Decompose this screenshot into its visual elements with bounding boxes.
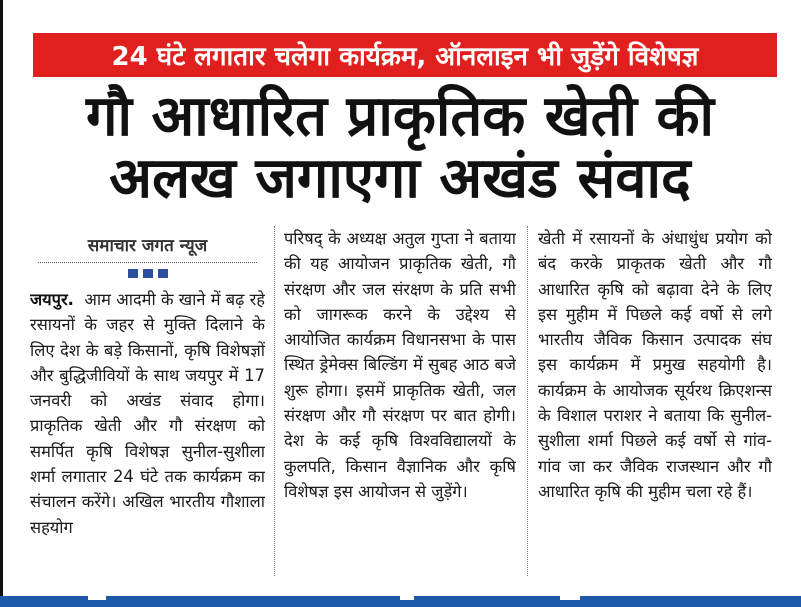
column-3-body: खेती में रसायनों के अंधाधुंध प्रयोग को बंद करके प्राकृतक खेती और गौ आधारित कृषि को बढ़ावा देने के लिए इस मुहीम में पिछले कई वर्षो से लगे भारतीय जैविक किसान उत्पादक संघ इस कार्यक्रम में प्रमुख सहयोगी है। कार्यक्रम के आयोजक सूर्यरथ क्रिएशन्स के विशाल पराशर ने बताया कि सुनील-सुशीला शर्मा पिछले कई वर्षो से गांव-गांव जा कर जैविक राजस्थान और गौ आधारित कृषि की मुहीम चला रहे हैं। bbox=[538, 229, 772, 501]
article-column-3 bbox=[538, 226, 772, 596]
cropped-glyph bbox=[400, 594, 414, 600]
headline-line-1: गौ आधारित प्राकृतिक खेती की bbox=[85, 84, 715, 149]
headline-line-2: अलख जगाएगा अखंड संवाद bbox=[109, 146, 691, 211]
cropped-glyph bbox=[88, 594, 106, 600]
column-2-body: परिषद् के अध्यक्ष अतुल गुप्ता ने बताया की यह आयोजन प्राकृतिक खेती, गौ संरक्षण और जल संरक्षण के प्रति सभी को जागरूक करने के उद्देश्य से आयोजित कार्यक्रम विधानसभा के पास स्थित ड्रेमेक्स बिल्डिंग में सुबह आठ बजे शुरू होगा। इसमें प्राकृतिक खेती, जल संरक्षण और गौ संरक्षण पर बात होगी। देश के कई कृषि विश्वविद्यालयों के कुलपति, किसान वैज्ञानिक और कृषि विशेषज्ञ इस आयोजन से जुड़ेंगे। bbox=[284, 229, 516, 501]
left-edge-rule bbox=[0, 0, 3, 607]
column-divider-2 bbox=[527, 226, 529, 576]
ornament-square bbox=[158, 269, 168, 278]
column-1-body: आम आदमी के खाने में बढ़ रहे रसायनों के जहर से मुक्ति दिलाने के लिए देश के बड़े किसानों, कृषि विशेषज्ञों और बुद्धिजीवियों के साथ जयपुर में 17 जनवरी को अखंड संवाद होगा। प्राकृतिक खेती और गौ संरक्षण को समर्पित कृषि विशेषज्ञ सुनील-सुशीला शर्मा लगातार 24 घंटे तक कार्यक्रम का संचालन करेंगे। अखिल भारतीय गौशाला सहयोग bbox=[30, 290, 265, 537]
article-column-2 bbox=[284, 226, 516, 596]
ornament-square bbox=[143, 269, 153, 278]
byline: समाचार जगत न्यूज bbox=[87, 236, 208, 256]
column-1-text bbox=[30, 287, 265, 540]
column-divider-1 bbox=[274, 226, 276, 576]
byline-divider bbox=[38, 262, 257, 263]
kicker-banner bbox=[33, 33, 777, 77]
kicker-text: 24 घंटे लगातार चलेगा कार्यक्रम, ऑनलाइन भी जुड़ेंगे विशेषज्ञ bbox=[111, 42, 699, 72]
article-column-1 bbox=[30, 226, 265, 596]
cropped-glyph bbox=[560, 594, 580, 600]
byline-ornament bbox=[30, 269, 265, 279]
next-headline-bar-cropped bbox=[0, 596, 801, 607]
dateline: जयपुर. bbox=[30, 290, 74, 309]
headline bbox=[30, 86, 770, 210]
ornament-square bbox=[128, 269, 138, 278]
